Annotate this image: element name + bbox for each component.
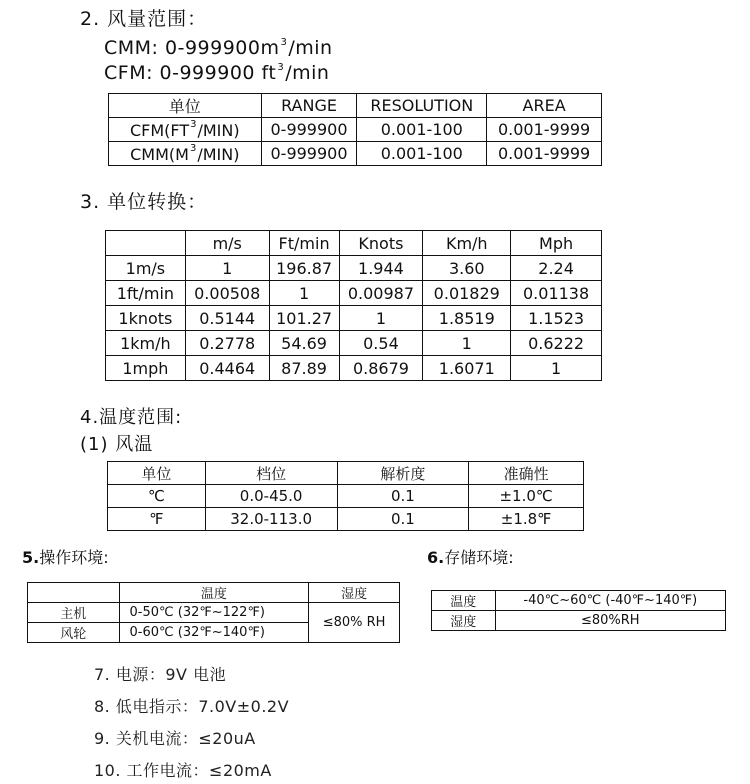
table-row	[106, 306, 602, 331]
table-cell: 0-999900	[261, 142, 357, 166]
header-cell: Ft/min	[269, 231, 339, 256]
table-row	[432, 591, 726, 611]
header-cell: AREA	[487, 94, 602, 118]
table-cell: 风轮	[28, 623, 120, 643]
table-cell: 1	[185, 256, 269, 281]
unit-conversion-table	[105, 230, 602, 381]
table-row	[108, 485, 584, 508]
header-cell	[106, 231, 186, 256]
table-cell: -40℃~60℃ (-40℉~140℉)	[495, 591, 725, 611]
table-row	[106, 331, 602, 356]
table-cell: 0.001-100	[357, 142, 487, 166]
table-cell: 0.54	[339, 331, 423, 356]
spec-item-working-current: 10. 工作电流：≤20mA	[94, 761, 272, 780]
table-cell: 0-60℃ (32℉~140℉)	[119, 623, 309, 643]
table-cell: ±1.8℉	[469, 508, 584, 531]
table-cell: 1.1523	[511, 306, 602, 331]
section-6-number: 6.	[427, 548, 445, 567]
table-cell: 0.00987	[339, 281, 423, 306]
unit-text: /MIN)	[197, 121, 240, 140]
table-cell: 0.6222	[511, 331, 602, 356]
table-row	[109, 142, 602, 166]
table-cell: 1	[511, 356, 602, 381]
airflow-range-table	[108, 93, 602, 166]
table-row	[109, 118, 602, 142]
section-4-subtitle: (1) 风温	[80, 434, 154, 455]
table-row	[106, 256, 602, 281]
section-3-title: 3. 单位转换：	[80, 191, 208, 213]
unit-text: CFM(FT	[129, 121, 190, 140]
storage-environment-table	[431, 590, 726, 631]
row-label-cell: 1km/h	[106, 331, 186, 356]
table-cell: 3.60	[423, 256, 511, 281]
cfm-exponent: 3	[277, 62, 285, 73]
table-cell: 1.8519	[423, 306, 511, 331]
table-cell: ≤80%RH	[495, 611, 725, 631]
table-cell: 0-50℃ (32℉~122℉)	[119, 603, 309, 623]
table-header-row	[109, 94, 602, 118]
table-header-row	[108, 462, 584, 485]
table-cell: 196.87	[269, 256, 339, 281]
table-cell: 0.5144	[185, 306, 269, 331]
cfm-range-text: CFM: 0-999900 ft	[104, 62, 277, 84]
cfm-range-line	[104, 62, 329, 84]
unit-text: CMM(M	[130, 145, 189, 164]
table-cell: 87.89	[269, 356, 339, 381]
table-cell: 1	[423, 331, 511, 356]
unit-text: /MIN)	[197, 145, 240, 164]
table-cell: ±1.0℃	[469, 485, 584, 508]
section-6-label: 存储环境:	[444, 548, 514, 567]
header-cell: RESOLUTION	[357, 94, 487, 118]
table-cell: 32.0-113.0	[205, 508, 337, 531]
table-cell: 101.27	[269, 306, 339, 331]
cmm-unit: /min	[288, 37, 333, 59]
spec-item-off-current: 9. 关机电流：≤20uA	[94, 729, 256, 748]
spec-item-power: 7. 电源：9V 电池	[94, 665, 227, 684]
table-cell: 0.1	[337, 508, 469, 531]
table-cell: 1	[339, 306, 423, 331]
table-cell: 0.4464	[185, 356, 269, 381]
table-cell: 54.69	[269, 331, 339, 356]
table-cell: 主机	[28, 603, 120, 623]
table-cell: 2.24	[511, 256, 602, 281]
unit-cell	[109, 118, 262, 142]
header-cell: 单位	[108, 462, 206, 485]
header-cell: Mph	[511, 231, 602, 256]
section-5-title	[22, 545, 109, 568]
table-row	[108, 508, 584, 531]
header-cell: 湿度	[309, 583, 400, 603]
table-cell: 0.8679	[339, 356, 423, 381]
table-cell: 0.001-9999	[487, 142, 602, 166]
table-cell: 0.01829	[423, 281, 511, 306]
header-cell: 单位	[109, 94, 262, 118]
header-cell: Km/h	[423, 231, 511, 256]
section-2-title: 2. 风量范围：	[80, 8, 208, 30]
unit-exponent: 3	[190, 119, 197, 130]
cmm-exponent: 3	[280, 37, 288, 48]
table-row	[106, 281, 602, 306]
section-5-label: 操作环境:	[39, 548, 109, 567]
operating-environment-table	[27, 582, 400, 643]
table-cell: 1	[269, 281, 339, 306]
table-cell: 温度	[432, 591, 496, 611]
table-row	[28, 603, 400, 623]
header-cell: Knots	[339, 231, 423, 256]
table-cell: 0-999900	[261, 118, 357, 142]
table-cell: 0.001-9999	[487, 118, 602, 142]
unit-exponent: 3	[189, 143, 197, 154]
table-cell: 0.0-45.0	[205, 485, 337, 508]
header-cell: RANGE	[261, 94, 357, 118]
cmm-range-text: CMM: 0-999900m	[104, 37, 280, 59]
table-cell: 0.00508	[185, 281, 269, 306]
header-cell: m/s	[185, 231, 269, 256]
cmm-range-line	[104, 37, 333, 59]
table-cell: 湿度	[432, 611, 496, 631]
table-cell: 1.944	[339, 256, 423, 281]
row-label-cell: 1knots	[106, 306, 186, 331]
header-cell: 温度	[119, 583, 309, 603]
temperature-range-table	[107, 461, 584, 531]
cfm-unit: /min	[285, 62, 330, 84]
table-cell: 0.2778	[185, 331, 269, 356]
spec-item-low-battery: 8. 低电指示：7.0V±0.2V	[94, 697, 290, 716]
humidity-cell: ≤80% RH	[309, 603, 400, 643]
header-cell: 准确性	[469, 462, 584, 485]
table-cell: ℃	[108, 485, 206, 508]
row-label-cell: 1mph	[106, 356, 186, 381]
table-header-row	[28, 583, 400, 603]
header-cell: 档位	[205, 462, 337, 485]
table-cell: 0.1	[337, 485, 469, 508]
table-cell: 0.01138	[511, 281, 602, 306]
section-5-number: 5.	[22, 548, 40, 567]
header-cell: 解析度	[337, 462, 469, 485]
header-cell	[28, 583, 120, 603]
section-4-title: 4.温度范围:	[80, 407, 183, 428]
row-label-cell: 1m/s	[106, 256, 186, 281]
table-cell: 1.6071	[423, 356, 511, 381]
section-6-title	[427, 545, 514, 568]
table-cell: ℉	[108, 508, 206, 531]
table-header-row	[106, 231, 602, 256]
table-row	[106, 356, 602, 381]
table-cell: 0.001-100	[357, 118, 487, 142]
unit-cell	[109, 142, 262, 166]
table-row	[432, 611, 726, 631]
row-label-cell: 1ft/min	[106, 281, 186, 306]
